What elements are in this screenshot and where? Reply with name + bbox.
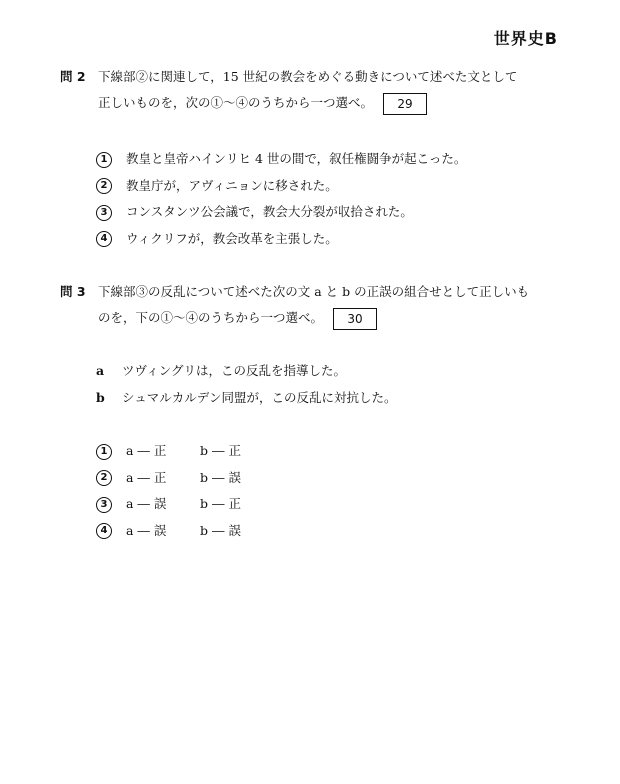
- option-3: [96, 199, 466, 226]
- option-2: [96, 173, 466, 200]
- option-1: [96, 146, 466, 173]
- question-2-text: 下線部②に関連して，15 世紀の教会をめぐる動きについて述べた文として: [98, 69, 518, 84]
- choice-4: [96, 518, 274, 545]
- question-3-choices: [96, 438, 274, 544]
- statement-letter: b: [96, 389, 105, 405]
- question-2-options: [96, 146, 466, 252]
- choice-b-value: b ― 誤: [200, 469, 241, 485]
- question-2-number: 問 2: [60, 69, 86, 84]
- circled-number-2: 2: [96, 178, 112, 194]
- question-3-statements: [96, 358, 397, 411]
- option-4: [96, 226, 466, 253]
- question-3-line1: [60, 279, 560, 305]
- option-text: コンスタンツ公会議で，教会大分裂が収拾された。: [126, 204, 413, 219]
- circled-number-4: 4: [96, 231, 112, 247]
- choice-b-value: b ― 正: [200, 496, 241, 511]
- statement-b: [96, 385, 397, 412]
- question-3: [60, 279, 560, 331]
- option-text: 教皇と皇帝ハインリヒ 4 世の間で，叙任権闘争が起こった。: [126, 151, 467, 166]
- statement-letter: a: [96, 363, 105, 378]
- question-3-text: 下線部③の反乱について述べた次の文 a と b の正誤の組合せとして正しいも: [98, 284, 530, 299]
- statement-a: [96, 358, 397, 385]
- question-2-text-2: 正しいものを，次の①～④のうちから一つ選べ。: [98, 95, 374, 110]
- circled-number-3: 3: [96, 205, 112, 221]
- circled-number-3: 3: [96, 497, 112, 513]
- choice-1: [96, 438, 274, 465]
- question-2-line2: [60, 90, 560, 116]
- statement-text: ツヴィングリは，この反乱を指導した。: [122, 363, 347, 378]
- choice-b-value: b ― 誤: [200, 522, 241, 538]
- choice-3: [96, 491, 274, 518]
- choice-2: [96, 465, 274, 492]
- question-3-number: 問 3: [60, 284, 86, 299]
- circled-number-2: 2: [96, 470, 112, 486]
- option-text: 教皇庁が，アヴィニョンに移された。: [126, 177, 338, 193]
- answer-box-30: 30: [333, 308, 377, 330]
- circled-number-4: 4: [96, 523, 112, 539]
- choice-a-value: a ― 誤: [126, 496, 167, 511]
- question-2-line1: [60, 64, 560, 90]
- question-2: [60, 64, 560, 116]
- circled-number-1: 1: [96, 444, 112, 460]
- option-text: ウィクリフが，教会改革を主張した。: [126, 230, 338, 246]
- question-3-line2: [60, 305, 560, 331]
- statement-text: シュマルカルデン同盟が，この反乱に対抗した。: [122, 389, 397, 405]
- answer-box-29: 29: [383, 93, 427, 115]
- question-3-text-2: のを，下の①～④のうちから一つ選べ。: [98, 310, 324, 325]
- choice-a-value: a ― 誤: [126, 522, 167, 538]
- choice-a-value: a ― 正: [126, 443, 167, 458]
- circled-number-1: 1: [96, 152, 112, 168]
- choice-a-value: a ― 正: [126, 469, 167, 485]
- subject-title: 世界史B: [493, 29, 558, 48]
- choice-b-value: b ― 正: [200, 443, 241, 458]
